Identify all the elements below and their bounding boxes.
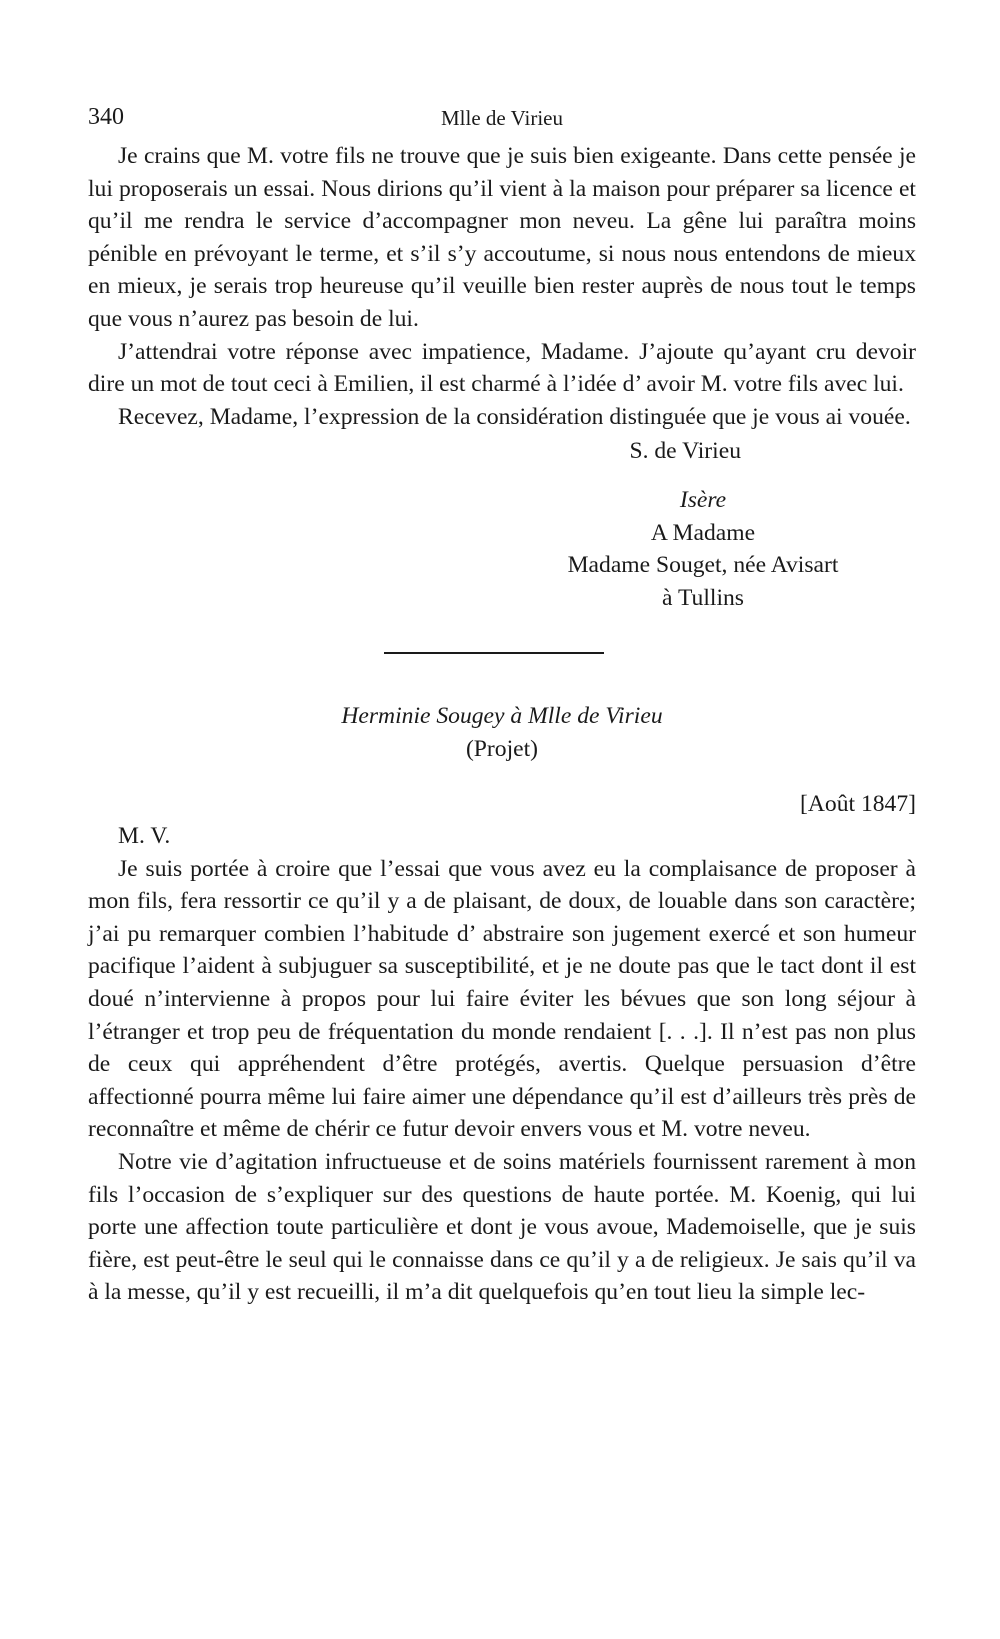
letter-2-subtitle: (Projet) [465, 735, 539, 762]
letter-2-paragraph-2: Notre vie d’agitation infructueuse et de soins matériels fournissent rarement à mon fils l’occasion de s’expliquer sur des questions de haute portée. M. Koenig, qui lui porte une affection toute particulière et dont je vous avoue, Mademoiselle, que je suis fière, est peut-être le seul qui le connaisse dans ce qu’il y a de religieux. Je sais qu’il va à la messe, qu’il y est recueilli, il m’a dit quelquefois qu’en tout lieu la simple lec- [88, 1149, 916, 1306]
running-title: Mlle de Virieu [441, 106, 563, 130]
letter-2-title: Herminie Sougey à Mlle de Virieu [341, 703, 663, 730]
letter-1-body [88, 140, 916, 468]
letter-1-paragraph-3: Recevez, Madame, l’expression de la considération distinguée que je vous ai vouée. [118, 403, 911, 430]
letter-2-salutation: M. V. [118, 823, 171, 850]
section-divider [384, 652, 604, 654]
letter-2-body [88, 853, 916, 1309]
address-line-2: Madame Souget, née Avisart [567, 552, 839, 579]
page-number: 340 [88, 104, 124, 130]
letter-1-paragraph-1: Je crains que M. votre fils ne trouve que je suis bien exigeante. Dans cette pensée je lui proposerais un essai. Nous dirions qu’il vient à la maison pour préparer sa licence et qu’il me rendra le service d’accompagner mon neveu. La gêne lui paraîtra moins pénible en prévoyant le terme, et s’il s’y accoutume, si nous nous entendons de mieux en mieux, je serais trop heureuse qu’il veuille bien rester auprès de nous tout le temps que vous n’aurez pas besoin de lui. [88, 143, 916, 332]
address-line-1: A Madame [650, 519, 756, 546]
running-header [88, 100, 916, 140]
letter-2-date: [Août 1847] [800, 790, 916, 817]
letter-1-signature: S. de Virieu [629, 438, 741, 465]
letter-2-paragraph-1: Je suis portée à croire que l’essai que vous avez eu la complaisance de proposer à mon fils, fera ressortir ce qu’il y a de plaisant, de doux, de louable dans son caractère; j’ai pu remarquer combien l’habitude d’ abstraire son jugement exercé et son humeur pacifique l’aident à subjuguer sa susceptibilité, et je ne doute pas que le tact dont il est doué n’intervienne à propos pour lui faire éviter les bévues que son long séjour à l’étranger et trop peu de fréquentation du monde rendaient [. . .]. Il n’est pas non plus de ceux qui appréhendent d’être protégés, avertis. Quelque persuasion d’être affectionné pourra même lui faire aimer une dépendance qu’il est d’ailleurs très près de reconnaître et même de chérir ce futur devoir envers vous et M. votre neveu. [88, 855, 916, 1143]
address-line-3: à Tullins [662, 584, 744, 611]
letter-1-address [488, 484, 918, 614]
address-department: Isère [679, 486, 727, 513]
letter-1-paragraph-2: J’attendrai votre réponse avec impatience, Madame. J’ajoute qu’ayant cru devoir dire un mot de tout ceci à Emilien, il est charmé à l’idée d’ avoir M. votre fils avec lui. [88, 338, 916, 398]
book-page [88, 100, 916, 1309]
letter-2-heading [88, 700, 916, 765]
